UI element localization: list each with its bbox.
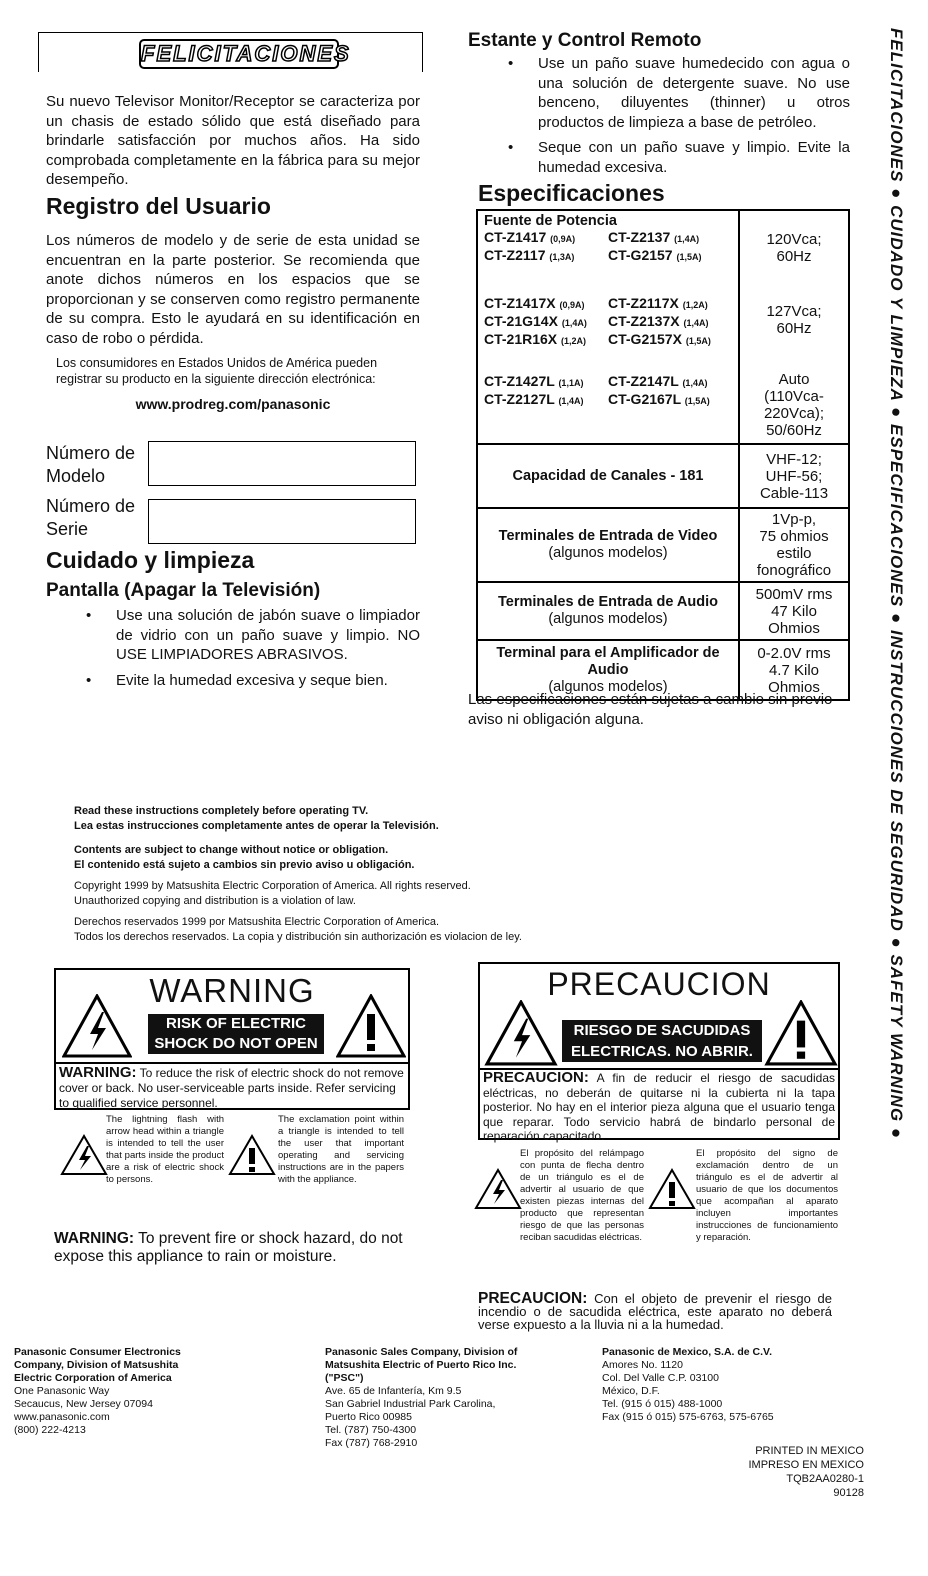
address-line: www.panasonic.com bbox=[14, 1411, 110, 1423]
felicitaciones-title: FELICITACIONES bbox=[139, 39, 339, 69]
spec-row bbox=[477, 582, 849, 640]
address-line: Panasonic Consumer Electronics bbox=[14, 1346, 181, 1358]
lightning-triangle-icon bbox=[484, 1000, 558, 1066]
model-number-field[interactable] bbox=[148, 441, 416, 486]
warning-text: WARNING: To reduce the risk of electric shock do not remove cover or back. No user-serviceable parts inside. Refer servicing to qualified service personnel. bbox=[56, 1062, 408, 1111]
model-current: (1,4A) bbox=[561, 318, 587, 328]
model-label: Número de Modelo bbox=[46, 443, 136, 486]
address-line: Matsushita Electric of Puerto Rico Inc. bbox=[325, 1359, 517, 1371]
registro-url[interactable]: www.prodreg.com/panasonic bbox=[135, 396, 331, 412]
cuidado-heading: Cuidado y limpieza bbox=[46, 547, 255, 573]
spec-label-cell bbox=[477, 444, 739, 508]
model-number: CT-G2157X bbox=[608, 331, 682, 347]
power-value: 127Vca; 60Hz bbox=[766, 303, 822, 337]
address-line: Company, Division of Matsushita bbox=[14, 1359, 179, 1371]
exclamation-small-icon bbox=[648, 1168, 696, 1210]
model-current: (0,9A) bbox=[559, 300, 585, 310]
model-entry bbox=[608, 247, 732, 265]
address-line: Electric Corporation of America bbox=[14, 1372, 172, 1384]
model-current: (1,2A) bbox=[561, 336, 587, 346]
estante-bullet: • Seque con un paño suave y limpio. Evite la humedad excesiva. bbox=[468, 138, 850, 177]
model-current: (1,5A) bbox=[685, 336, 711, 346]
spec-value: 500mV rms 47 Kilo Ohmios bbox=[739, 582, 849, 640]
model-current: (1,5A) bbox=[684, 396, 710, 406]
model-number: CT-Z2137X bbox=[608, 313, 680, 329]
model-entry bbox=[608, 331, 732, 349]
warning-title: WARNING bbox=[149, 972, 315, 1009]
address-line: México, D.F. bbox=[602, 1385, 660, 1397]
model-entry bbox=[608, 373, 732, 391]
model-entry bbox=[484, 331, 608, 349]
model-current: (0,9A) bbox=[550, 234, 576, 244]
model-number: CT-Z2127L bbox=[484, 391, 555, 407]
estante-heading: Estante y Control Remoto bbox=[468, 30, 702, 51]
serial-number-field[interactable] bbox=[148, 499, 416, 544]
model-row bbox=[484, 247, 732, 265]
exclamation-triangle-icon bbox=[336, 994, 406, 1058]
registro-heading: Registro del Usuario bbox=[46, 193, 271, 219]
model-number: CT-21R16X bbox=[484, 331, 558, 347]
change-notice-es: El contenido está sujeto a cambios sin previo aviso u obligación. bbox=[74, 859, 415, 871]
model-current: (1,3A) bbox=[549, 252, 575, 262]
model-number: CT-21G14X bbox=[484, 313, 558, 329]
spec-label-note: (algunos modelos) bbox=[548, 611, 668, 627]
registro-text: Los números de modelo y de serie de esta unidad se encuentran en la parte posterior. Se recomienda que anote dichos números en los espacios que se proporcionan y se conserven como registro permanente de su compra. Esto le ayudará en su identificación en caso de robo o pérdida. bbox=[46, 232, 420, 347]
address-line: Secaucus, New Jersey 07094 bbox=[14, 1398, 153, 1410]
address-mexico bbox=[602, 1346, 882, 1424]
model-entry bbox=[484, 313, 608, 331]
model-number: CT-Z1417 bbox=[484, 229, 547, 245]
model-entry bbox=[608, 391, 732, 409]
felicitaciones-text: Su nuevo Televisor Monitor/Receptor se caracteriza por un chasis de estado sólido que está diseñado para brindarle satisfacción por muchos años. Ha sido comprobada completamente en la fábrica para su mejor desempeño. bbox=[46, 93, 420, 188]
model-number: CT-Z2147L bbox=[608, 373, 679, 389]
side-section-banner: FELICITACIONES ● CUIDADO Y LIMPIEZA ● ESPECIFICACIONES ● INSTRUCCIONES DE SEGURIDAD ● SAFETY WARNING ● bbox=[887, 28, 906, 1140]
read-notice-en: Read these instructions completely before operating TV. bbox=[74, 805, 369, 817]
registro-note: Los consumidores en Estados Unidos de América pueden registrar su producto en la siguiente dirección electrónica: bbox=[56, 356, 378, 386]
specs-heading: Especificaciones bbox=[478, 180, 665, 206]
derechos-line: Derechos reservados 1999 por Matsushita Electric Corporation of America. bbox=[74, 916, 440, 928]
fire-warning-en: WARNING: To prevent fire or shock hazard, do not expose this appliance to rain or moisture. bbox=[54, 1230, 403, 1265]
pantalla-bullet: • Use una solución de jabón suave o limpiador de vidrio con un paño suave y limpio. NO USE LIMPIADORES ABRASIVOS. bbox=[46, 606, 420, 665]
model-current: (1,4A) bbox=[674, 234, 700, 244]
address-line: Col. Del Valle C.P. 03100 bbox=[602, 1372, 719, 1384]
lightning-small-icon bbox=[60, 1134, 108, 1176]
address-line: Panasonic Sales Company, Division of bbox=[325, 1346, 518, 1358]
lightning-small-icon bbox=[474, 1168, 522, 1210]
address-usa bbox=[14, 1346, 304, 1437]
model-number: CT-Z1417X bbox=[484, 295, 556, 311]
warning-box-es bbox=[478, 962, 840, 1143]
felicitaciones-box bbox=[38, 32, 423, 72]
model-number: CT-G2167L bbox=[608, 391, 681, 407]
read-notice-es: Lea estas instrucciones completamente antes de operar la Televisión. bbox=[74, 820, 439, 832]
model-entry bbox=[484, 247, 608, 265]
power-cell: Fuente de Potencia CT-Z1417 (0,9A) CT-Z2137 (1,4A) CT-Z2117 (1,3A) CT-G2157 (1,5A) CT-Z1417X (0,9A) CT-Z2117X (1,2A) CT-21G14X (1,4A) CT-Z2137X (1,4A) CT-21R16X (1,2A) CT-G2157X (1,5A) CT-Z1427L (1,1A) CT-Z2147L (1,4A) CT-Z2127L (1,4A) CT-G2167L (1,5A) bbox=[477, 210, 739, 444]
model-row bbox=[484, 295, 732, 313]
spec-value: 1Vp-p, 75 ohmios estilo fonográfico bbox=[739, 508, 849, 582]
spec-label-cell bbox=[477, 508, 739, 582]
address-line: (800) 222-4213 bbox=[14, 1424, 86, 1436]
address-line: Panasonic de Mexico, S.A. de C.V. bbox=[602, 1346, 773, 1358]
spec-label: Terminales de Entrada de Audio bbox=[498, 594, 718, 610]
estante-bullet: • Use un paño suave humedecido con agua o una solución de detergente suave. No use benceno, diluyentes (thinner) u otros productos de limpieza a base de petróleo. bbox=[468, 54, 850, 132]
model-entry bbox=[608, 229, 732, 247]
pantalla-heading: Pantalla (Apagar la Televisión) bbox=[46, 580, 321, 601]
derechos-line: Todos los derechos reservados. La copia y distribución sin authorización es violacion de ley. bbox=[74, 931, 522, 943]
model-current: (1,4A) bbox=[683, 318, 709, 328]
model-row bbox=[484, 331, 732, 349]
model-number: CT-Z2137 bbox=[608, 229, 671, 245]
model-current: (1,2A) bbox=[682, 300, 708, 310]
spec-label: Capacidad de Canales - 181 bbox=[512, 467, 704, 484]
model-number: CT-Z2117X bbox=[608, 295, 679, 311]
spec-label-note: (algunos modelos) bbox=[548, 545, 668, 561]
model-group bbox=[484, 373, 732, 409]
power-value: Auto (110Vca- 220Vca); 50/60Hz bbox=[763, 371, 825, 439]
address-line: Fax (787) 768-2910 bbox=[325, 1437, 418, 1449]
model-group bbox=[484, 295, 732, 349]
model-current: (1,4A) bbox=[682, 378, 708, 388]
model-current: (1,4A) bbox=[558, 396, 584, 406]
specs-note: Las especificaciones están sujetas a cambio sin previo aviso ni obligación alguna. bbox=[468, 691, 833, 728]
address-line: Tel. (915 ó 015) 488-1000 bbox=[602, 1398, 723, 1410]
model-group bbox=[484, 229, 732, 265]
precaucion-title: PRECAUCION bbox=[547, 966, 771, 1002]
address-line: Fax (915 ó 015) 575-6763, 575-6765 bbox=[602, 1411, 774, 1423]
copyright-line: Unauthorized copying and distribution is a violation of law. bbox=[74, 895, 356, 907]
shock-banner: RISK OF ELECTRIC SHOCK DO NOT OPEN bbox=[148, 1014, 324, 1054]
spec-label: Terminales de Entrada de Video bbox=[498, 528, 718, 544]
spec-label-cell bbox=[477, 582, 739, 640]
pantalla-bullet: • Evite la humedad excesiva y seque bien. bbox=[46, 671, 420, 691]
address-line: One Panasonic Way bbox=[14, 1385, 110, 1397]
address-line: Tel. (787) 750-4300 bbox=[325, 1424, 417, 1436]
model-row bbox=[484, 229, 732, 247]
model-row bbox=[484, 313, 732, 331]
model-entry bbox=[608, 295, 732, 313]
power-value: 120Vca; 60Hz bbox=[766, 231, 822, 265]
address-line: Amores No. 1120 bbox=[602, 1359, 683, 1371]
spec-label-note: (algunos modelos) bbox=[548, 678, 668, 695]
spec-value: 0-2.0V rms 4.7 Kilo Ohmios bbox=[739, 640, 849, 700]
change-notice-en: Contents are subject to change without notice or obligation. bbox=[74, 844, 389, 856]
model-entry bbox=[608, 313, 732, 331]
model-number: CT-Z2117 bbox=[484, 247, 546, 263]
power-values-cell bbox=[739, 210, 849, 444]
model-entry bbox=[484, 373, 608, 391]
exclamacion-explanation: El propósito del signo de exclamación dentro de un triángulo es el de advertir al usuario de que los documentos que acompañan al aparato incluyen importantes instrucciones de funcionamiento y reparación. bbox=[696, 1148, 838, 1243]
spec-value: VHF-12; UHF-56; Cable-113 bbox=[739, 444, 849, 508]
spec-row bbox=[477, 444, 849, 508]
serial-label: Número de Serie bbox=[46, 496, 136, 539]
spec-row bbox=[477, 508, 849, 582]
exclamation-explanation: The exclamation point within a triangle is intended to tell the user that important operating and servicing instructions are in the papers with the appliance. bbox=[278, 1114, 404, 1185]
model-entry bbox=[484, 295, 608, 313]
model-number: CT-G2157 bbox=[608, 247, 673, 263]
address-line: ("PSC") bbox=[325, 1372, 364, 1384]
specs-table bbox=[476, 209, 850, 701]
precaucion-text: PRECAUCION: A fin de reducir el riesgo de sacudidas eléctricas, no deberán de quitarse ni la cubierta ni la tapa posterior. No hay en el interior pieza alguna que el usuario tenga que reparar. Todo servicio habrá de bindarlo personal de reparación capacitado. bbox=[480, 1068, 838, 1144]
lightning-triangle-icon bbox=[62, 994, 132, 1058]
fire-warning-es: PRECAUCION: Con el objeto de prevenir el riesgo de incendio o de sacudida eléctrica, este aparato no deberá verse expuesto a la lluvia ni a la humedad. bbox=[478, 1290, 832, 1332]
model-entry bbox=[484, 229, 608, 247]
address-line: Puerto Rico 00985 bbox=[325, 1411, 412, 1423]
model-row bbox=[484, 373, 732, 391]
relampago-explanation: El propósito del relámpago con punta de flecha dentro de un triángulo es el de advertir al usuario de que existen piezas internas del producto que representan riesgo de que las personas reciban sacudidas eléctricas. bbox=[520, 1148, 644, 1243]
spec-label: Terminal para el Amplificador de Audio bbox=[496, 644, 720, 678]
model-current: (1,5A) bbox=[676, 252, 702, 262]
model-entry bbox=[484, 391, 608, 409]
address-line: San Gabriel Industrial Park Carolina, bbox=[325, 1398, 496, 1410]
exclamation-triangle-icon bbox=[764, 1000, 838, 1066]
warning-box-en bbox=[54, 968, 410, 1110]
model-number: CT-Z1427L bbox=[484, 373, 555, 389]
copyright-line: Copyright 1999 by Matsushita Electric Corporation of America. All rights reserved. bbox=[74, 880, 471, 892]
model-current: (1,1A) bbox=[558, 378, 584, 388]
address-puerto-rico bbox=[325, 1346, 595, 1450]
sacudidas-banner: RIESGO DE SACUDIDAS ELECTRICAS. NO ABRIR. bbox=[562, 1020, 762, 1062]
address-line: Ave. 65 de Infantería, Km 9.5 bbox=[325, 1385, 462, 1397]
model-row bbox=[484, 391, 732, 409]
exclamation-small-icon bbox=[228, 1134, 276, 1176]
printed-info: PRINTED IN MEXICO IMPRESO EN MEXICO TQB2AA0280-1 90128 bbox=[748, 1445, 864, 1499]
lightning-explanation: The lightning flash with arrow head within a triangle is intended to tell the user that parts inside the product are a risk of electric shock to persons. bbox=[106, 1114, 224, 1185]
